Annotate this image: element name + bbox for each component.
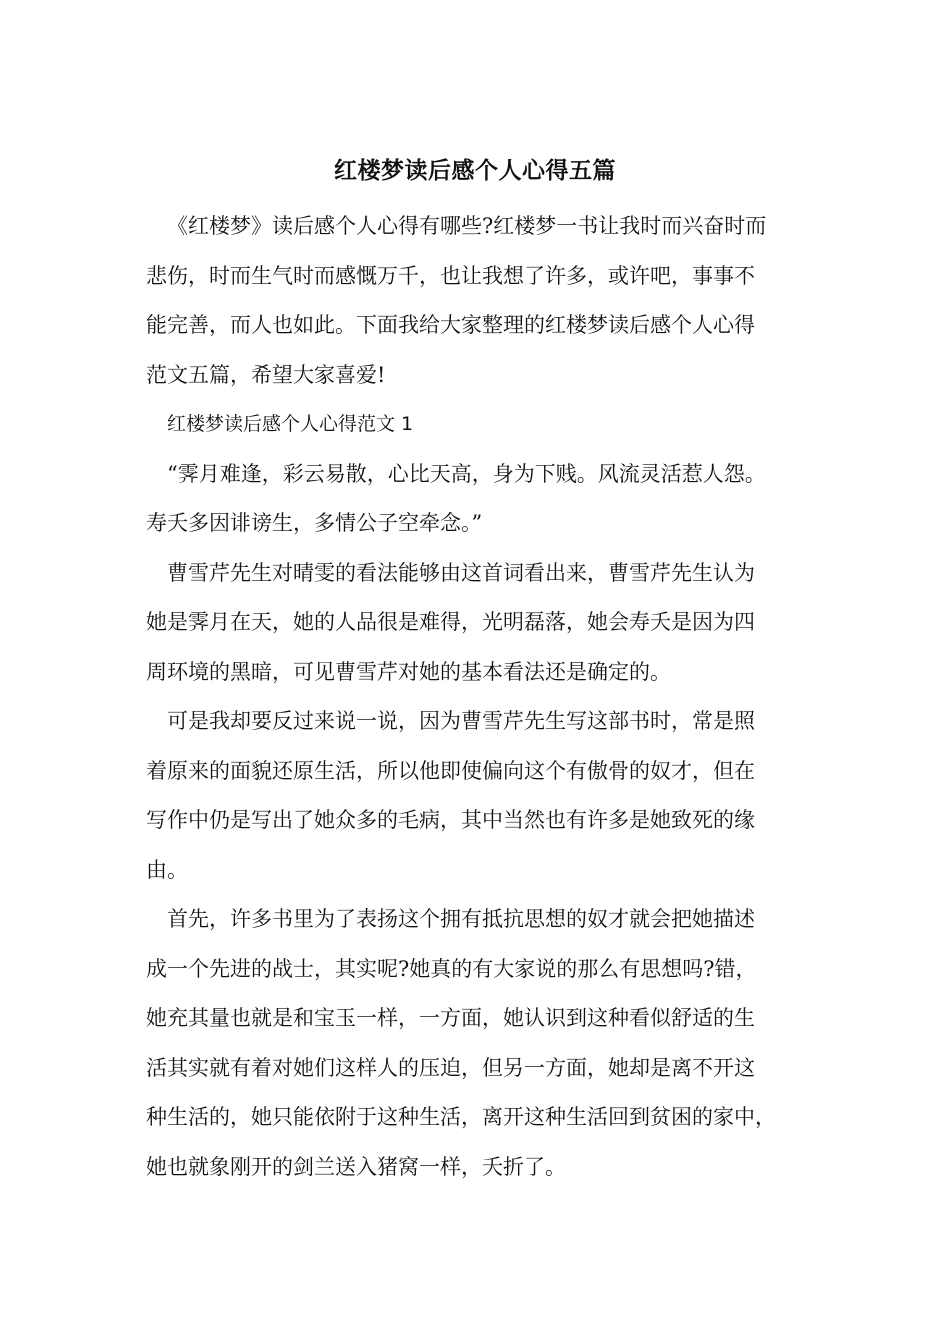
section-subheading: 红楼梦读后感个人心得范文 1 <box>167 413 414 435</box>
text-line: 由。 <box>146 857 188 882</box>
body-paragraph <box>146 895 822 1192</box>
text-line: 她充其量也就是和宝玉一样，一方面，她认识到这种看似舒适的生 <box>146 1006 755 1030</box>
text-line: “霁月难逢，彩云易散，心比天高，身为下贱。风流灵活惹人怨。 <box>167 461 766 486</box>
text-line: 写作中仍是写出了她众多的毛病，其中当然也有许多是她致死的缘 <box>146 808 755 832</box>
text-line: 周环境的黑暗，可见曹雪芹对她的基本看法还是确定的。 <box>146 659 671 684</box>
text-line: 《红楼梦》读后感个人心得有哪些?红楼梦一书让我时而兴奋时而 <box>167 214 767 238</box>
text-line: 悲伤，时而生气时而感慨万千，也让我想了许多，或许吧，事事不 <box>146 263 755 288</box>
intro-paragraph <box>146 202 822 400</box>
text-line: 可是我却要反过来说一说，因为曹雪芹先生写这部书时，常是照 <box>167 709 755 733</box>
text-line: 她是霁月在天，她的人品很是难得，光明磊落，她会寿夭是因为四 <box>146 610 755 634</box>
body-paragraph <box>146 549 822 698</box>
text-line: 种生活的，她只能依附于这种生活，离开这种生活回到贫困的家中， <box>146 1105 776 1129</box>
text-line: 曹雪芹先生对晴雯的看法能够由这首词看出来，曹雪芹先生认为 <box>167 560 755 585</box>
document-body <box>146 202 822 1192</box>
text-line: 她也就象刚开的剑兰送入猪窝一样，夭折了。 <box>146 1154 566 1179</box>
text-line: 成一个先进的战士，其实呢?她真的有大家说的那么有思想吗?错， <box>146 956 757 981</box>
document-title: 红楼梦读后感个人心得五篇 <box>334 157 616 184</box>
text-line: 着原来的面貌还原生活，所以他即使偏向这个有傲骨的奴才，但在 <box>146 758 755 783</box>
text-line: 活其实就有着对她们这样人的压迫，但另一方面，她却是离不开这 <box>146 1055 755 1080</box>
text-line: 首先，许多书里为了表扬这个拥有抵抗思想的奴才就会把她描述 <box>167 907 755 931</box>
text-line: 范文五篇，希望大家喜爱! <box>146 362 386 387</box>
text-line: 寿夭多因诽谤生，多情公子空牵念。” <box>146 511 483 535</box>
poem-quote-paragraph <box>146 450 822 549</box>
body-paragraph <box>146 697 822 895</box>
text-line: 能完善，而人也如此。下面我给大家整理的红楼梦读后感个人心得 <box>146 313 755 337</box>
